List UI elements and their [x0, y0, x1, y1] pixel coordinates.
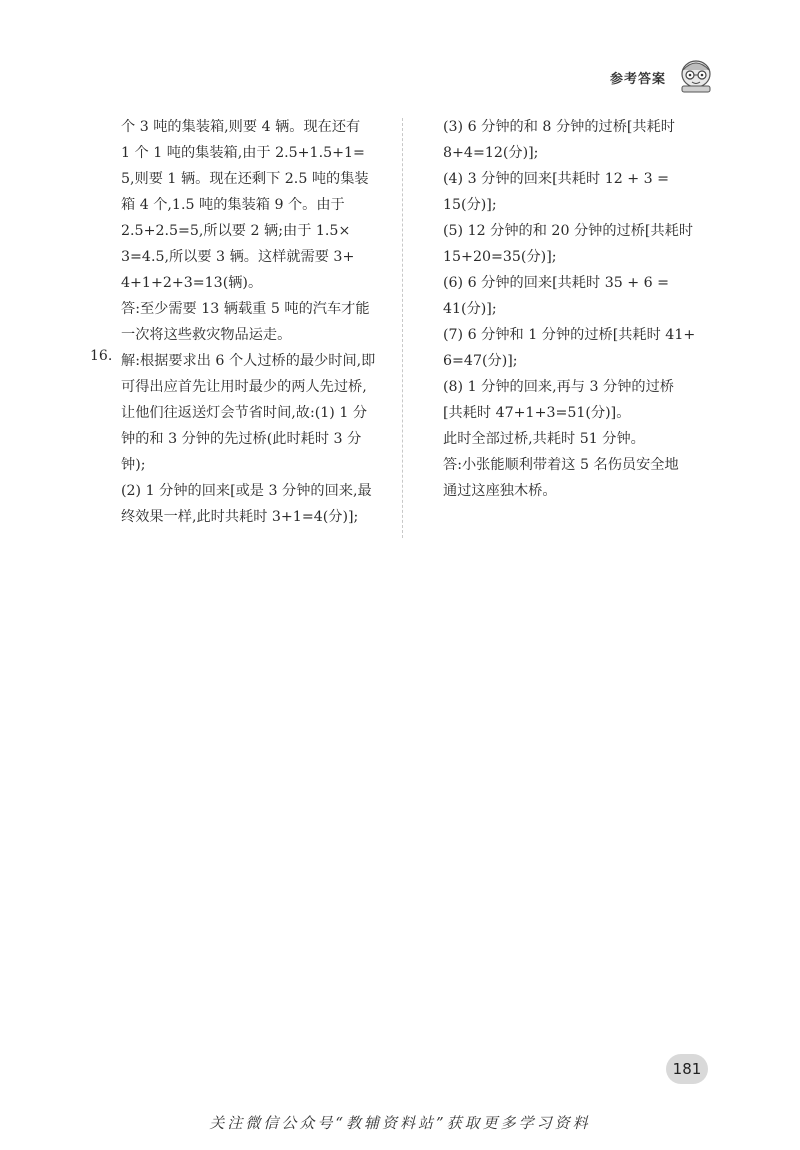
text-line: 2.5+2.5=5,所以要 2 辆;由于 1.5×: [121, 223, 351, 239]
page-number: 181: [666, 1054, 708, 1084]
text-line: (6) 6 分钟的回来[共耗时 35 + 6 =: [443, 275, 670, 291]
text-line: (2) 1 分钟的回来[或是 3 分钟的回来,最: [121, 483, 372, 499]
text-line: 15+20=35(分)];: [443, 249, 557, 265]
text-line: 箱 4 个,1.5 吨的集装箱 9 个。由于: [121, 197, 345, 213]
text-line: 6=47(分)];: [443, 353, 518, 369]
text-line: (8) 1 分钟的回来,再与 3 分钟的过桥: [443, 379, 674, 395]
text-line: 终效果一样,此时共耗时 3+1=4(分)];: [121, 509, 359, 525]
text-line: 8+4=12(分)];: [443, 145, 539, 161]
column-divider: [402, 118, 403, 538]
text-line: 4+1+2+3=13(辆)。: [121, 275, 263, 291]
text-line: 个 3 吨的集装箱,则要 4 辆。现在还有: [121, 119, 361, 135]
text-line: 15(分)];: [443, 197, 497, 213]
text-line: 解:根据要求出 6 个人过桥的最少时间,即: [121, 353, 376, 369]
text-line: 钟的和 3 分钟的先过桥(此时耗时 3 分: [121, 431, 362, 447]
text-line: 41(分)];: [443, 301, 497, 317]
footer-note: 关注微信公众号“教辅资料站”获取更多学习资料: [209, 1114, 591, 1132]
text-line: 答:小张能顺利带着这 5 名伤员安全地: [443, 457, 679, 473]
text-line: 此时全部过桥,共耗时 51 分钟。: [443, 431, 645, 447]
text-line: 1 个 1 吨的集装箱,由于 2.5+1.5+1=: [121, 145, 365, 161]
text-line: 答:至少需要 13 辆载重 5 吨的汽车才能: [121, 301, 370, 317]
right-column: [443, 114, 715, 504]
section-label: 参考答案: [610, 72, 667, 87]
page-header: [610, 58, 720, 98]
left-column: [121, 114, 389, 530]
text-line: 通过这座独木桥。: [443, 483, 557, 499]
mascot-icon: [676, 58, 716, 94]
text-line: (4) 3 分钟的回来[共耗时 12 + 3 =: [443, 171, 670, 187]
text-line: 钟);: [121, 457, 146, 473]
text-line: 5,则要 1 辆。现在还剩下 2.5 吨的集装: [121, 171, 369, 187]
text-line: [共耗时 47+1+3=51(分)]。: [443, 405, 631, 421]
text-line: (3) 6 分钟的和 8 分钟的过桥[共耗时: [443, 119, 675, 135]
item-number: 16.: [90, 348, 113, 364]
text-line: 3=4.5,所以要 3 辆。这样就需要 3+: [121, 249, 355, 265]
text-line: 可得出应首先让用时最少的两人先过桥,: [121, 379, 367, 395]
text-line: 让他们往返送灯会节省时间,故:(1) 1 分: [121, 405, 368, 421]
text-line: (5) 12 分钟的和 20 分钟的过桥[共耗时: [443, 223, 694, 239]
text-line: (7) 6 分钟和 1 分钟的过桥[共耗时 41+: [443, 327, 696, 343]
text-line: 一次将这些救灾物品运走。: [121, 327, 292, 343]
